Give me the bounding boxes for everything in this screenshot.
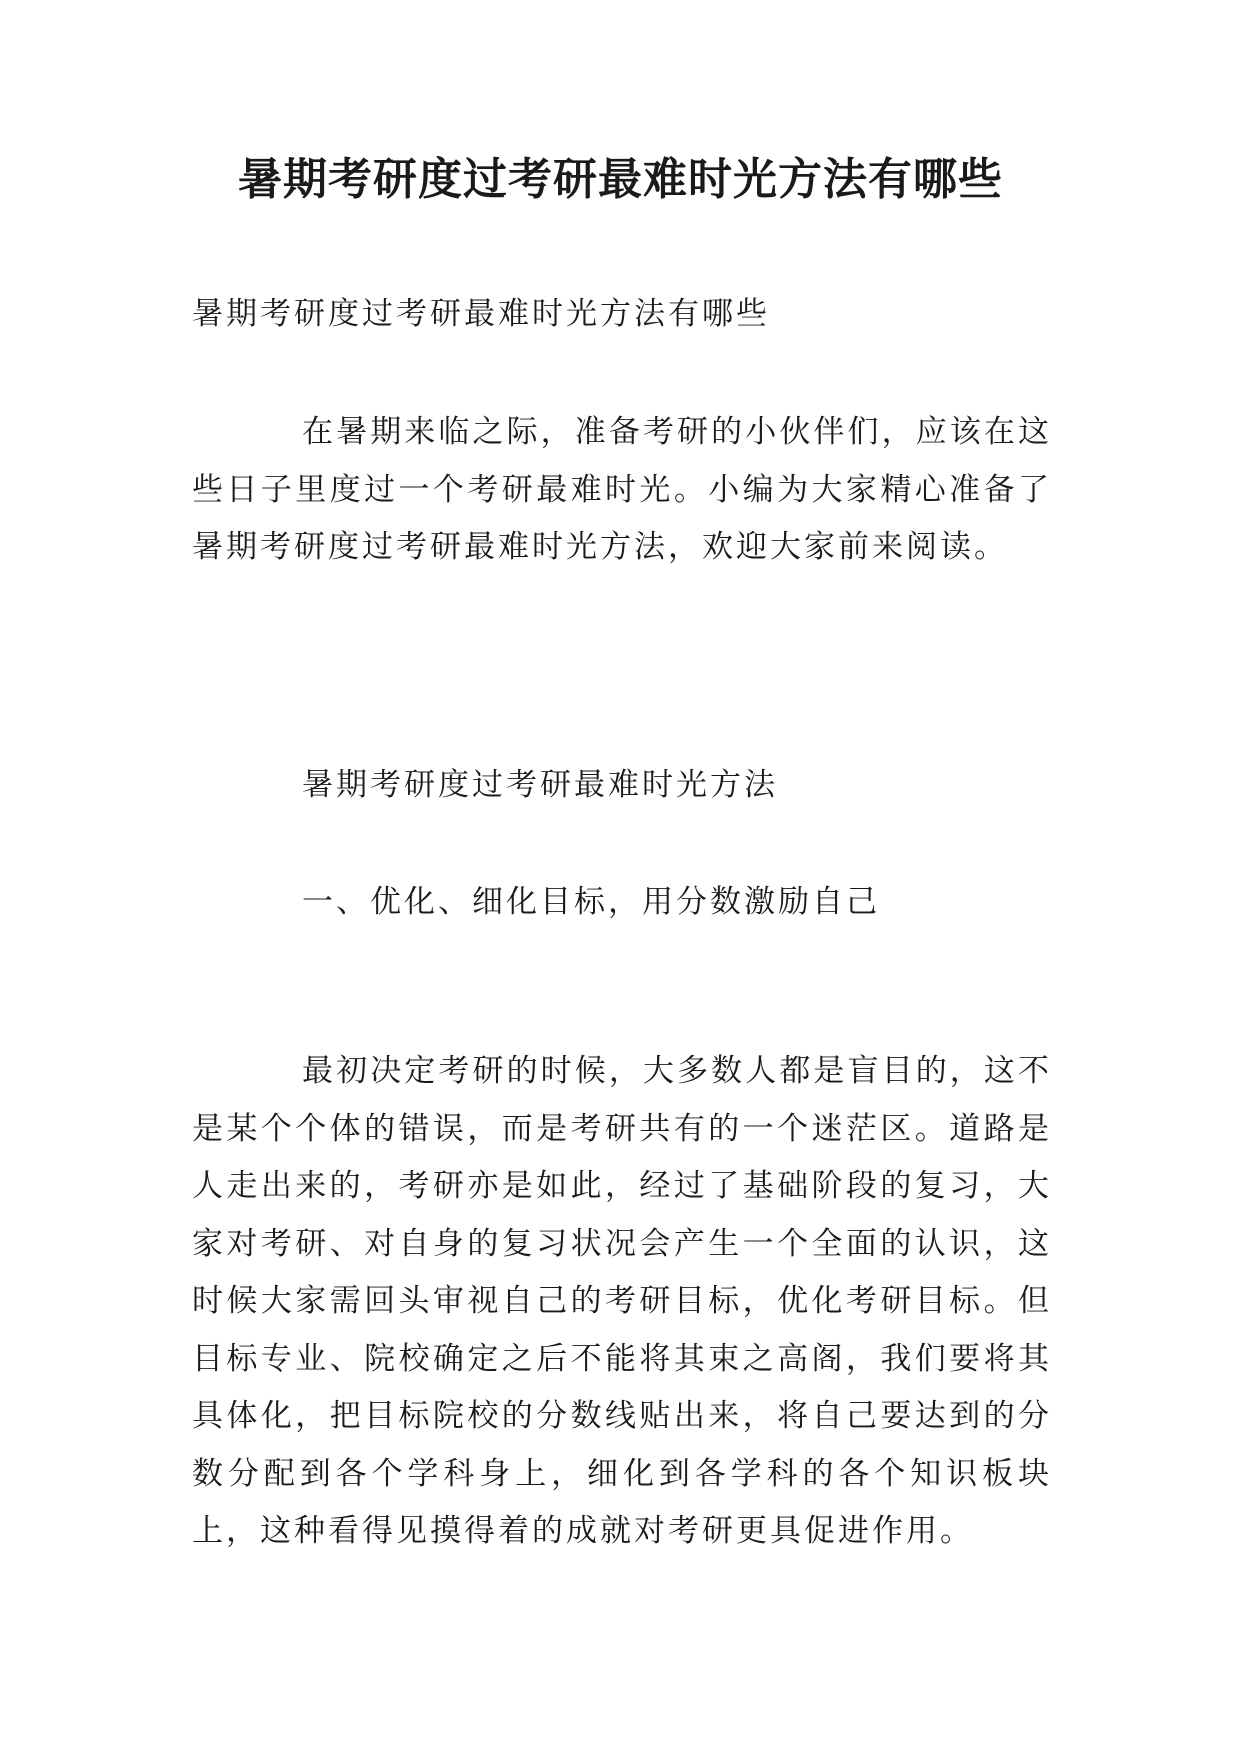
section-heading: 暑期考研度过考研最难时光方法 <box>302 767 778 803</box>
point-1-heading: 一、优化、细化目标，用分数激励自己 <box>302 884 880 920</box>
point-1-paragraph: 最初决定考研的时候，大多数人都是盲目的，这不是某个个体的错误，而是考研共有的一个迷茫区。道路是人走出来的，考研亦是如此，经过了基础阶段的复习，大家对考研、对自身的复习状况会产生一个全面的认识，这时候大家需回头审视自己的考研目标，优化考研目标。但目标专业、院校确定之后不能将其束之高阁，我们要将其具体化，把目标院校的分数线贴出来，将自己要达到的分数分配到各个学科身上，细化到各学科的各个知识板块上，这种看得见摸得着的成就对考研更具促进作用。 <box>192 1053 1052 1549</box>
document-subtitle: 暑期考研度过考研最难时光方法有哪些 <box>192 296 770 332</box>
document-title: 暑期考研度过考研最难时光方法有哪些 <box>238 154 1003 205</box>
intro-paragraph: 在暑期来临之际，准备考研的小伙伴们，应该在这些日子里度过一个考研最难时光。小编为大家精心准备了暑期考研度过考研最难时光方法，欢迎大家前来阅读。 <box>192 414 1052 565</box>
